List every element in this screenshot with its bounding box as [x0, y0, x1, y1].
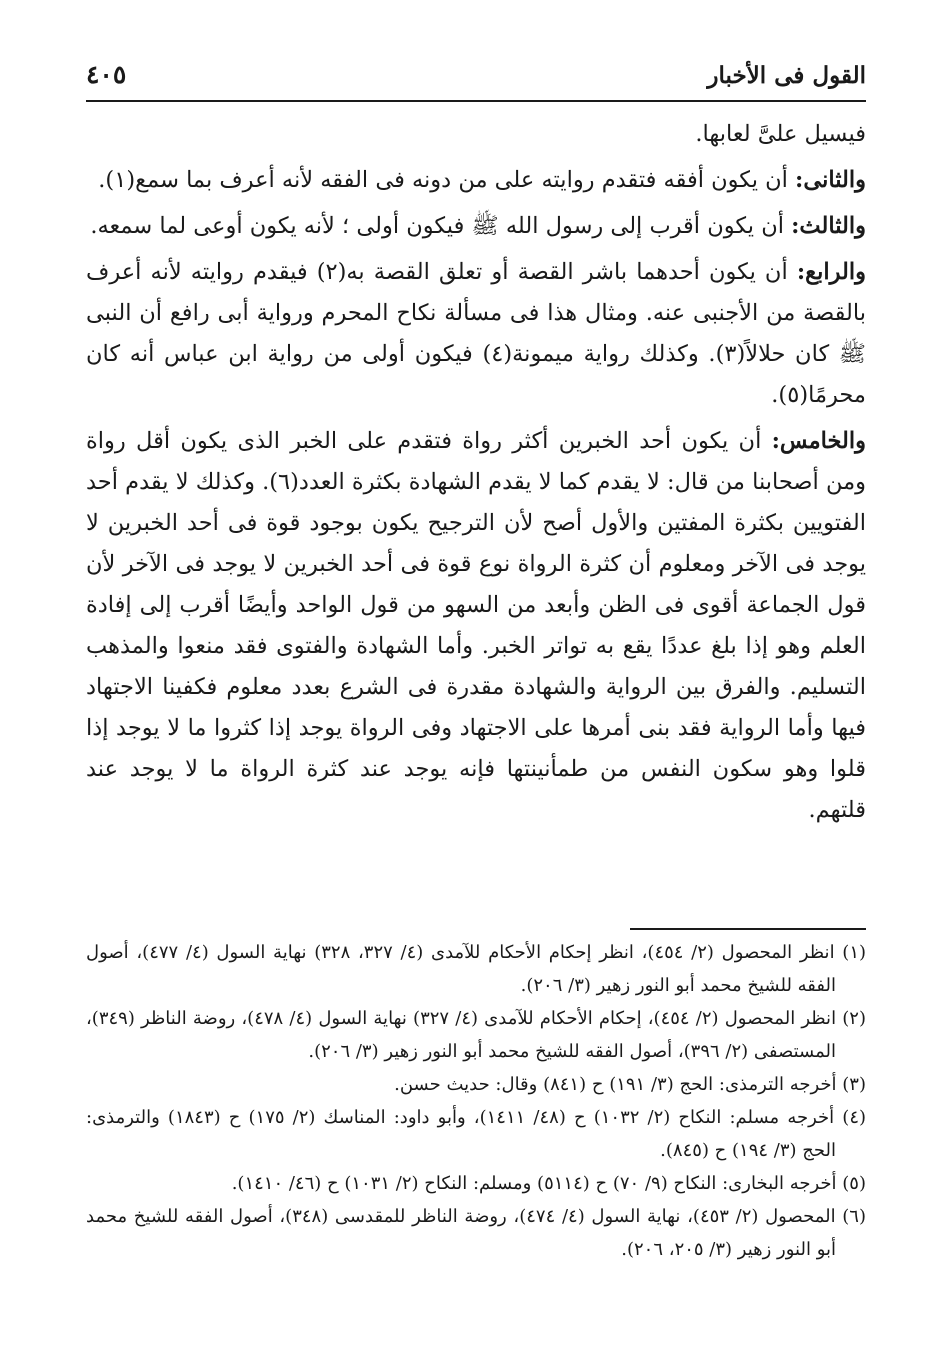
paragraph-third	[86, 206, 866, 247]
paragraph-fifth	[86, 421, 866, 831]
paragraph-text: أن يكون أحدهما باشر القصة أو تعلق القصة به(٢) فيقدم روايته لأنه أعرف بالقصة من الأجنبى عنه. ومثال هذا فى مسألة نكاح المحرم ورواية أبى رافع أن النبى ﷺ كان حلالاً(٣). وكذلك رواية ميمونة(٤) فيكون أولى من رواية ابن عباس أنه كان محرمًا(٥).	[86, 259, 866, 408]
footnote-divider	[630, 928, 866, 930]
paragraph-second	[86, 160, 866, 201]
footnote-2: (٢) انظر المحصول (٢/ ٤٥٤)، إحكام الأحكام للآمدى (٤/ ٣٢٧) نهاية السول (٤/ ٤٧٨)، روضة الناظر (٣٤٩)، المستصفى (٢/ ٣٩٦)، أصول الفقه للشيخ محمد أبو النور زهير (٣/ ٢٠٦).	[86, 1008, 866, 1062]
running-title: القول فى الأخبار	[707, 62, 866, 89]
page-header	[86, 58, 866, 98]
paragraph-text: أن يكون أفقه فتقدم روايته على من دونه فى الفقه لأنه أعرف بما سمع(١).	[98, 167, 796, 193]
paragraph-text: فيسيل علىَّ لعابها.	[695, 121, 866, 147]
paragraph-text: أن يكون أحد الخبرين أكثر رواة فتقدم على الخبر الذى يكون أقل رواة ومن أصحابنا من قال: لا يقدم كما لا يقدم الشهادة بكثرة العدد(٦). وكذلك لا يقدم أحد الفتويين بكثرة المفتين والأول أصح لأن الترجيح يكون بوجود قوة فى أحد الخبرين لا يوجد فى الآخر ومعلوم أن كثرة الرواة نوع قوة فى أحد الخبرين لا يوجد فى الآخر لأن قول الجماعة أقوى فى الظن وأبعد من السهو من قول الواحد وأيضًا أقرب إلى إفادة العلم وهو إذا بلغ عددًا يقع به تواتر الخبر. وأما الشهادة والفتوى فقد منعوا والمذهب التسليم. والفرق بين الرواية والشهادة مقدرة فى الشرع بعدد معلوم فكفينا الاجتهاد فيها وأما الرواية فقد بنى أمرها على الاجتهاد وفى الرواة يوجد إذا كثروا ما لا يوجد إذا قلوا وهو سكون النفس من طمأنينتها فإنه يوجد عند كثرة الرواة ما لا يوجد عند قلتهم.	[86, 428, 866, 823]
paragraph-label: والثانى:	[795, 167, 866, 193]
paragraph-label: والخامس:	[771, 428, 866, 454]
footnote-6: (٦) المحصول (٢/ ٤٥٣)، نهاية السول (٤/ ٤٧٤)، روضة الناظر للمقدسى (٣٤٨)، أصول الفقه للشيخ محمد أبو النور زهير (٣/ ٢٠٥، ٢٠٦).	[86, 1206, 866, 1260]
main-text	[86, 114, 866, 836]
paragraph-text: أن يكون أقرب إلى رسول الله ﷺ فيكون أولى ؛ لأنه يكون أوعى لما سمعه.	[90, 213, 792, 239]
page-number: ٤٠٥	[86, 60, 127, 89]
footnote-4: (٤) أخرجه مسلم: النكاح (٢/ ١٠٣٢) ح (٤٨/ ١٤١١)، وأبو داود: المناسك (٢/ ١٧٥) ح (١٨٤٣) والترمذى: الحج (٣/ ١٩٤) ح (٨٤٥).	[86, 1107, 867, 1161]
footnotes	[86, 936, 866, 1266]
paragraph-fourth	[86, 252, 866, 416]
footnote-5: (٥) أخرجه البخارى: النكاح (٩/ ٧٠) ح (٥١١٤) ومسلم: النكاح (٢/ ١٠٣١) ح (٤٦/ ١٤١٠).	[231, 1173, 866, 1194]
footnote-1: (١) انظر المحصول (٢/ ٤٥٤)، انظر إحكام الأحكام للآمدى (٤/ ٣٢٧، ٣٢٨) نهاية السول (٤/ ٤٧٧)، أصول الفقه للشيخ محمد أبو النور زهير (٣/ ٢٠٦).	[86, 942, 867, 996]
paragraph-continuation	[86, 114, 866, 155]
footnote-3: (٣) أخرجه الترمذى: الحج (٣/ ١٩١) ح (٨٤١) وقال: حديث حسن.	[394, 1074, 866, 1095]
header-divider	[86, 100, 866, 102]
paragraph-label: والرابع:	[796, 259, 866, 285]
paragraph-label: والثالث:	[791, 213, 866, 239]
